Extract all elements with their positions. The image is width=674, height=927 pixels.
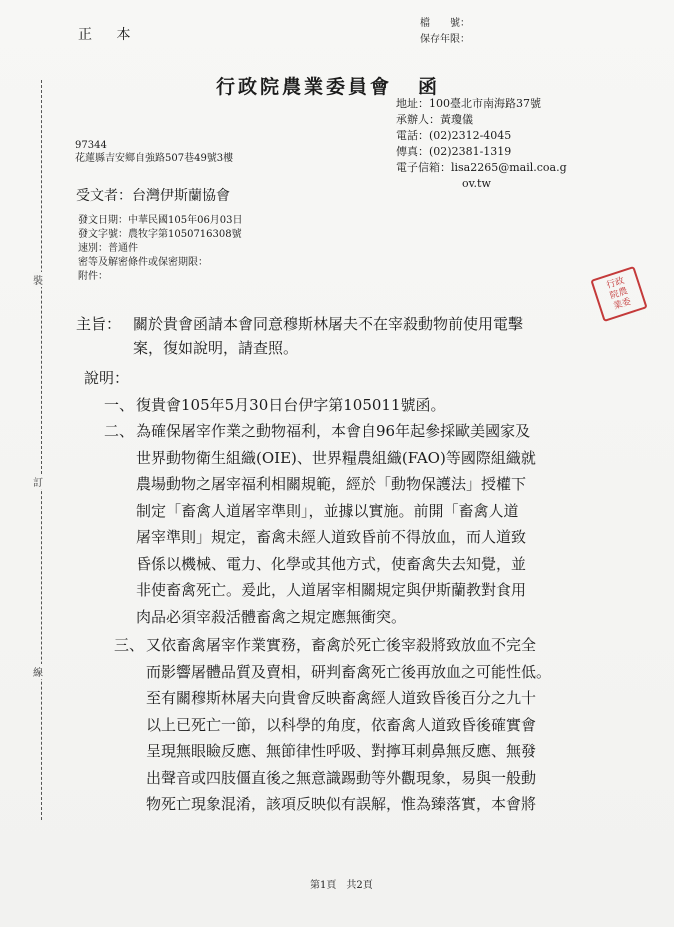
binding-mark-3: 線: [33, 664, 43, 679]
item-2-line: 世界動物衛生組織(OIE)、世界糧農組織(FAO)等國際組織就: [136, 448, 536, 467]
subject-label: 主旨：: [76, 315, 122, 333]
official-seal: 行政 院農 業委: [590, 266, 647, 322]
doc-number: 發文字號：農牧字第1050716308號: [78, 229, 242, 240]
binding-line: [41, 80, 42, 820]
sender-handler: 承辦人：黃瓊儀: [396, 113, 473, 126]
binding-mark-1: 裝: [33, 272, 43, 287]
security-level: 密等及解密條件或保密期限：: [78, 257, 208, 268]
sender-address: 地址：100臺北市南海路37號: [396, 97, 541, 110]
archive-number-label: 檔 號：: [420, 18, 470, 29]
recipient-street: 花蓮縣吉安鄉自強路507巷49號3樓: [75, 153, 234, 164]
item-2-line: 為確保屠宰作業之動物福利，本會自96年起參採歐美國家及: [136, 422, 531, 440]
item-3-line: 以上已死亡一節，以科學的角度，依畜禽人道致昏後確實會: [146, 715, 537, 734]
item-3-number: 三、: [114, 636, 145, 654]
recipient-address: [75, 139, 233, 165]
sender-email: 電子信箱：lisa2265@mail.coa.g: [396, 161, 567, 174]
recipient: 受文者：台灣伊斯蘭協會: [76, 188, 230, 204]
sender-contact: [396, 96, 567, 192]
item-3-line: 出聲音或四肢僵直後之無意識踢動等外觀現象，易與一般動: [146, 768, 537, 787]
sender-fax: 傳真：(02)2381-1319: [396, 145, 512, 158]
copy-mark: 正 本: [78, 27, 141, 43]
item-2-line: 農場動物之屠宰福利相關規範，經於「動物保護法」授權下: [136, 475, 527, 493]
subject-line-2: 案，復如說明，請查照。: [133, 339, 299, 357]
item-2-line: 昏係以機械、電力、化學或其他方式，使畜禽失去知覺，並: [136, 554, 527, 573]
sender-email-cont: ov.tw: [462, 177, 491, 190]
issue-date: 發文日期：中華民國105年06月03日: [78, 215, 243, 226]
subject-line-1: 關於貴會函請本會同意穆斯林屠夫不在宰殺動物前使用電擊: [133, 315, 524, 333]
document-title: [216, 72, 440, 99]
item-2-number: 二、: [104, 422, 135, 440]
item-2-line: 屠宰準則」規定，畜禽未經人道致昏前不得放血，而人道致: [136, 528, 527, 546]
postal-code: 97344: [75, 140, 107, 151]
document-meta: [78, 214, 243, 284]
item-2-line: 制定「畜禽人道屠宰準則」，並據以實施。前開「畜禽人道: [136, 501, 519, 520]
page-number: 第1頁 共2頁: [310, 880, 373, 891]
subject-section: [76, 312, 636, 360]
item-3-line: 呈現無眼瞼反應、無節律性呼吸、對擰耳刺鼻無反應、無發: [146, 742, 537, 760]
archive-info: [420, 16, 470, 48]
bleed-through-text: [498, 66, 575, 82]
sender-phone: 電話：(02)2312-4045: [396, 129, 512, 142]
delivery-speed: 速別：普通件: [78, 243, 138, 254]
org-title: 行政院農業委員會: [216, 76, 393, 98]
attachments: 附件：: [78, 271, 108, 282]
item-2-line: 肉品必須宰殺活體畜禽之規定應無衝突。: [136, 607, 407, 626]
doc-type: 函: [418, 76, 441, 98]
item-1-number: 一、: [104, 396, 135, 414]
item-2-line: 非使畜禽死亡。爰此，人道屠宰相關規定與伊斯蘭教對食用: [136, 581, 527, 599]
item-3-line: 又依畜禽屠宰作業實務，畜禽於死亡後宰殺將致放血不完全: [146, 636, 537, 654]
item-3-line: 物死亡現象混淆，該項反映似有誤解，惟為臻落實，本會將: [146, 795, 537, 813]
binding-mark-2: 訂: [33, 474, 43, 489]
retention-label: 保存年限：: [420, 34, 470, 45]
item-3-line: 至有關穆斯林屠夫向貴會反映畜禽經人道致昏後百分之九十: [146, 689, 537, 707]
explanation-label: 說明：: [84, 369, 130, 387]
item-1-line: 復貴會105年5月30日台伊字第105011號函。: [136, 396, 446, 414]
item-3-line: 而影響屠體品質及賣相，研判畜禽死亡後再放血之可能性低。: [146, 662, 552, 681]
